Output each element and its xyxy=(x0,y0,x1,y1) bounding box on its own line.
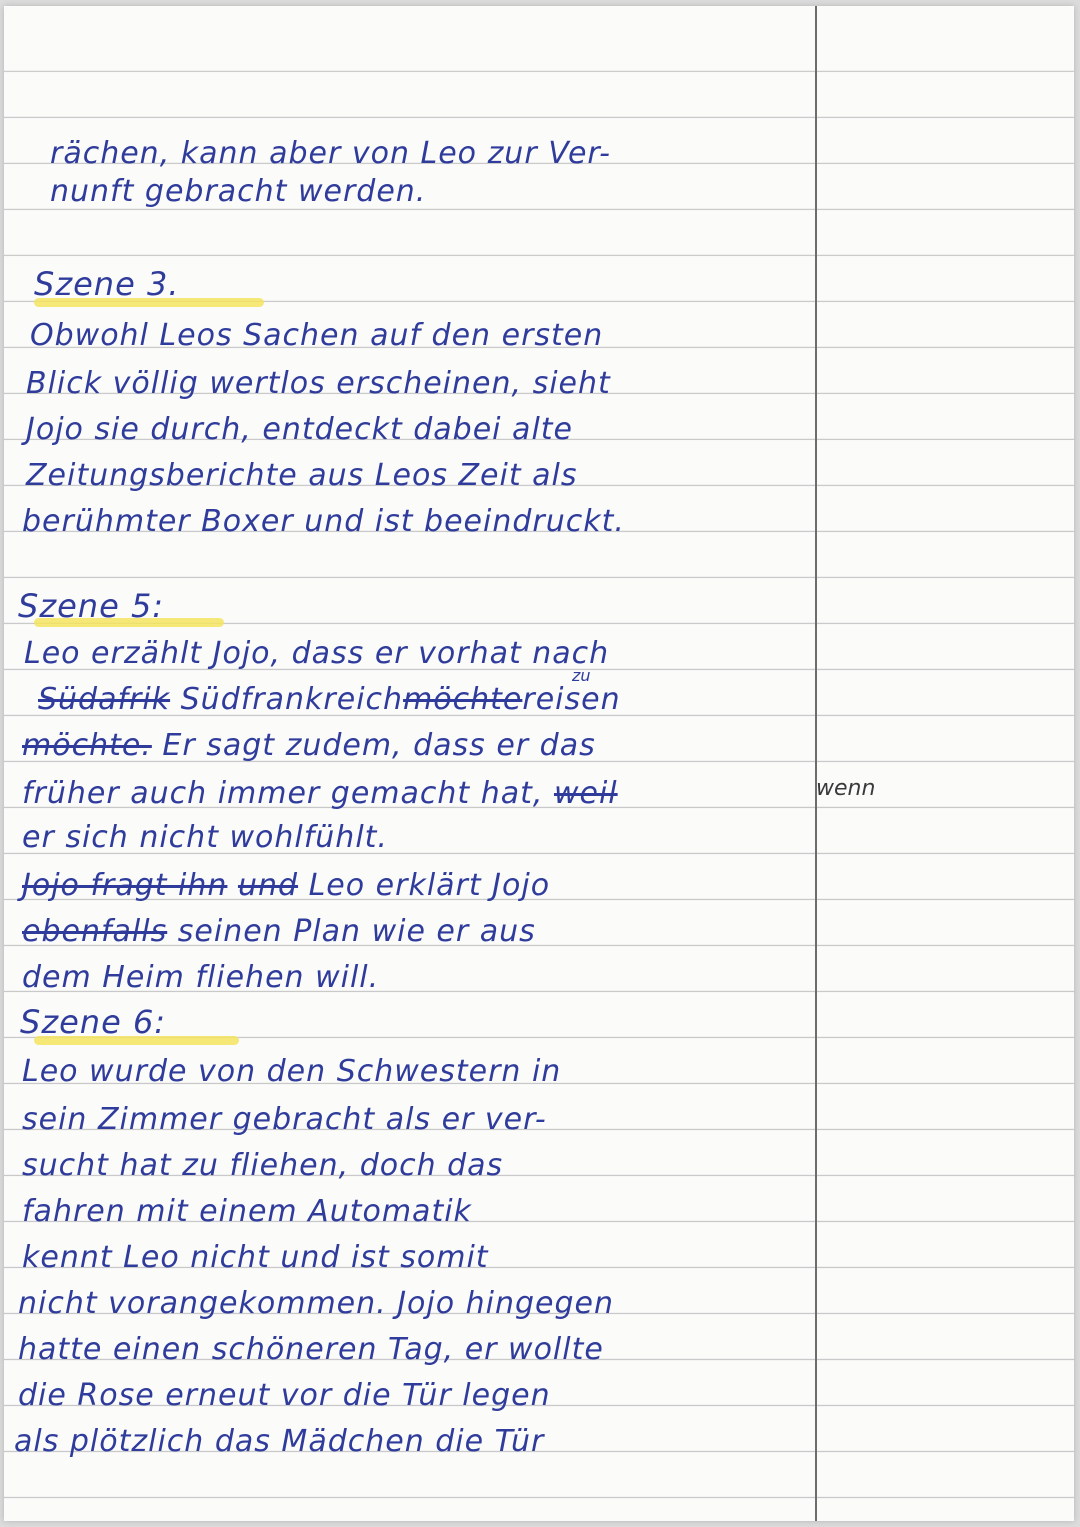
notebook-page xyxy=(4,6,1074,1521)
word: Südfrankreich xyxy=(180,682,404,717)
text-line: berühmter Boxer und ist beeindruckt. xyxy=(22,504,625,539)
crossed-out-word: möchte. xyxy=(22,728,152,763)
crossed-out-word: ebenfalls xyxy=(22,914,168,949)
scene-heading: Szene 6: xyxy=(20,1003,167,1041)
text-line-corrected xyxy=(38,680,621,720)
text-line: hatte einen schöneren Tag, er wollte xyxy=(18,1332,604,1367)
inserted-word: wenn xyxy=(816,776,876,801)
crossed-out-word: möchte xyxy=(403,682,523,717)
word: früher auch immer gemacht hat, xyxy=(22,776,544,811)
text-line: Jojo sie durch, entdeckt dabei alte xyxy=(26,412,573,447)
text-line: rächen, kann aber von Leo zur Ver- xyxy=(50,136,611,171)
text-line: die Rose erneut vor die Tür legen xyxy=(18,1378,551,1413)
text-line-corrected xyxy=(22,912,536,952)
text-line: nicht vorangekommen. Jojo hingegen xyxy=(18,1286,615,1321)
text-line: kennt Leo nicht und ist somit xyxy=(22,1240,489,1275)
word: seinen Plan wie er aus xyxy=(177,914,536,949)
text-line: sein Zimmer gebracht als er ver- xyxy=(22,1102,547,1137)
text-line: Leo wurde von den Schwestern in xyxy=(22,1054,562,1089)
crossed-out-word: Jojo fragt ihn xyxy=(22,868,228,903)
scene-heading: Szene 3. xyxy=(34,265,180,303)
text-line-corrected xyxy=(22,866,550,906)
text-line: als plötzlich das Mädchen die Tür xyxy=(14,1424,545,1459)
text-line: nunft gebracht werden. xyxy=(50,174,427,209)
text-line: fahren mit einem Automatik xyxy=(22,1194,472,1229)
crossed-out-word: und xyxy=(237,868,299,903)
text-line: er sich nicht wohlfühlt. xyxy=(22,820,388,855)
inserted-word: zu xyxy=(572,666,591,685)
word: Er sagt zudem, dass er das xyxy=(162,728,596,763)
scene-heading: Szene 5: xyxy=(18,587,165,625)
crossed-out-word: Südafrik xyxy=(38,682,171,717)
word: Leo erklärt Jojo xyxy=(308,868,551,903)
text-line: Leo erzählt Jojo, dass er vorhat nach xyxy=(24,636,610,671)
text-line-corrected xyxy=(22,774,618,814)
text-line: sucht hat zu fliehen, doch das xyxy=(22,1148,504,1183)
crossed-out-word: weil xyxy=(553,776,618,811)
text-line-corrected xyxy=(22,726,596,766)
word: reisen xyxy=(522,682,621,717)
text-line: Obwohl Leos Sachen auf den ersten xyxy=(30,318,604,353)
text-line: Blick völlig wertlos erscheinen, sieht xyxy=(26,366,611,401)
margin-line xyxy=(815,6,817,1521)
text-line: dem Heim fliehen will. xyxy=(22,960,380,995)
text-line: Zeitungsberichte aus Leos Zeit als xyxy=(26,458,578,493)
